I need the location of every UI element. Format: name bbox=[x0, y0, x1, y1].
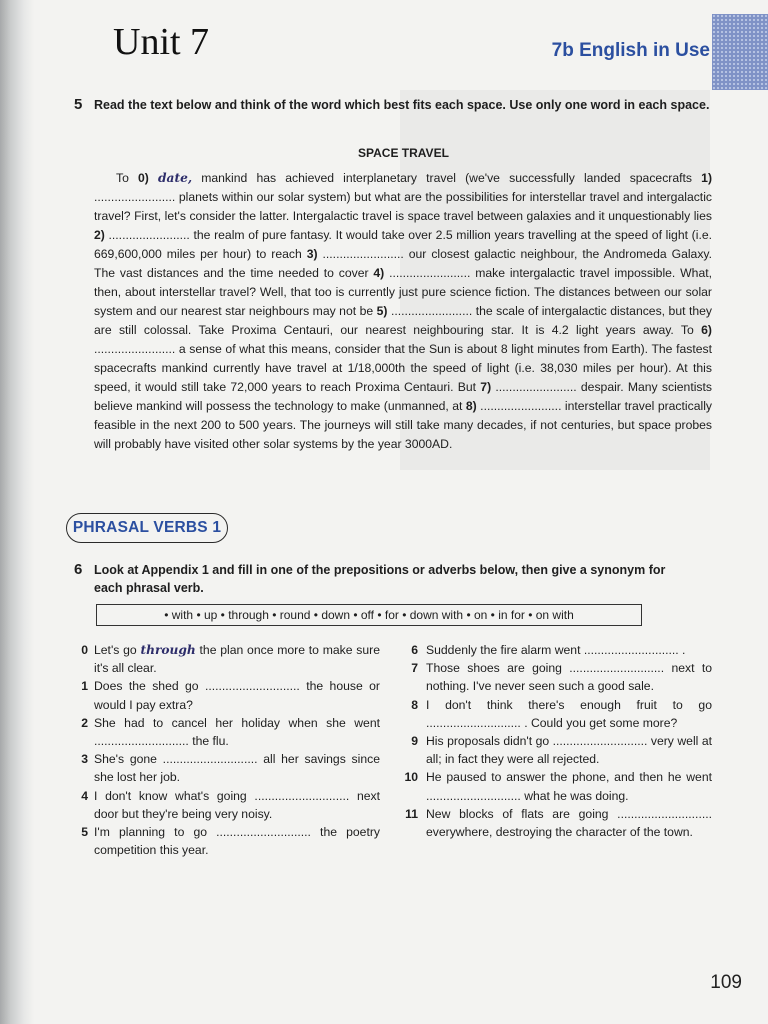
unit-title: Unit 7 bbox=[113, 21, 210, 63]
story-text-segment: ........................ despair. Many scientists believe mankind will possess the technology to make (unmanned, at bbox=[94, 380, 712, 413]
example-answer: date, bbox=[158, 171, 193, 185]
item-text: New blocks of flats are going ............................ everywhere, destroying the character of the town. bbox=[426, 806, 712, 840]
story-text-segment: mankind has achieved interplanetary travel (we've successfully landed spacecrafts bbox=[192, 171, 702, 185]
gap-number: 1) bbox=[701, 171, 713, 185]
gap-number: 5) bbox=[376, 304, 388, 318]
item-text: Suddenly the fire alarm went ............................ . bbox=[426, 643, 686, 657]
item-number: 0 bbox=[81, 643, 88, 657]
list-item bbox=[411, 659, 712, 695]
item-text: Let's go bbox=[94, 643, 141, 657]
exercise-5-instruction: Read the text below and think of the word which best fits each space. Use only one word in each space. bbox=[94, 98, 710, 112]
gap-number: 7) bbox=[480, 380, 492, 394]
story-text-segment: ........................ the realm of pure fantasy. It would take over 2.5 million years travelling at the speed of light (i.e. 669,600,000 miles per hour) to reach bbox=[94, 228, 712, 261]
item-number: 6 bbox=[411, 643, 418, 657]
item-number: 11 bbox=[405, 806, 418, 821]
item-number: 2 bbox=[81, 715, 88, 730]
story-text bbox=[94, 169, 712, 454]
gap-number: 3) bbox=[306, 247, 318, 261]
story-text-segment: To bbox=[116, 171, 139, 185]
list-item bbox=[81, 750, 380, 786]
phrasal-verbs-banner bbox=[66, 513, 228, 543]
story-text-segment: ........................ a sense of what this means, consider that the Sun is about 8 light minutes from Earth). The fastest spacecrafts mankind currently have travel at 1/18,000th the speed of light (i.e. 38,030 miles per hour). At this speed, it would still take 72,000 years to reach Proxima Centauri. But bbox=[94, 342, 712, 394]
item-text: the plan once more to make sure it's all clear. bbox=[94, 643, 380, 676]
item-text: Those shoes are going ............................ next to nothing. I've never seen such a good sale. bbox=[426, 661, 712, 694]
item-text: Does the shed go ............................ the house or would I pay extra? bbox=[94, 679, 380, 712]
list-item bbox=[411, 641, 712, 659]
section-title: 7b English in Use bbox=[551, 40, 710, 61]
item-text: His proposals didn't go ............................ very well at all; in fact they were all rejected. bbox=[426, 734, 712, 767]
exercise-6-instruction: Look at Appendix 1 and fill in one of the prepositions or adverbs below, then give a synonym for each phrasal verb. bbox=[94, 563, 666, 595]
phrasal-verbs-banner-label: PHRASAL VERBS 1 bbox=[72, 519, 222, 536]
item-number: 1 bbox=[81, 679, 88, 694]
item-number: 4 bbox=[81, 788, 88, 803]
corner-tab bbox=[712, 14, 768, 90]
item-number: 5 bbox=[81, 825, 88, 840]
gap-number: 2) bbox=[94, 228, 105, 242]
right-column bbox=[404, 641, 712, 841]
list-item bbox=[81, 714, 380, 750]
story-text-segment: ........................ interstellar travel practically feasible in the next 200 to 500 years. The journeys will still take many decades, if not centuries, but space probes will probably have visited other solar systems by the year 3000AD. bbox=[94, 399, 713, 451]
gap-number: 6) bbox=[701, 323, 712, 337]
exercise-6-number: 6 bbox=[74, 561, 83, 578]
item-text: I don't think there's enough fruit to go ............................ . Could you get some more? bbox=[426, 697, 712, 730]
exercise-5-number: 5 bbox=[74, 96, 83, 113]
item-number: 8 bbox=[411, 697, 418, 712]
story-text-segment: ........................ our closest galactic neighbour, the Andromeda Galaxy. The vast distances and the time needed to cover bbox=[94, 247, 713, 280]
list-item bbox=[81, 677, 380, 713]
list-item bbox=[81, 641, 380, 677]
story-text-segment: ........................ make intergalactic travel impossible. What, then, about interstellar travel? Well, that too is currently just pure science fiction. The distances between our solar system and our nearest star neighbours may not be bbox=[94, 266, 712, 318]
item-text: She's gone ............................ all her savings since she lost her job. bbox=[94, 752, 380, 785]
list-item bbox=[81, 787, 380, 823]
item-number: 10 bbox=[404, 770, 418, 785]
gap-number: 0) bbox=[138, 171, 149, 185]
list-item bbox=[411, 696, 712, 732]
example-answer: through bbox=[140, 643, 196, 657]
story-text-segment: ........................ planets within our solar system) but what are the possibilities for interstellar travel and intergalactic travel? First, let's consider the latter. Intergalactic travel is space travel between galaxies and it unquestionably lies bbox=[94, 190, 712, 223]
item-text: He paused to answer the phone, and then he went ............................ what he was doing. bbox=[426, 770, 712, 803]
story-title: SPACE TRAVEL bbox=[358, 146, 449, 160]
book-spine-shadow bbox=[0, 0, 34, 1024]
left-column bbox=[81, 641, 380, 859]
item-number: 3 bbox=[81, 752, 88, 767]
story-paragraph bbox=[94, 169, 712, 454]
item-text: I don't know what's going ............................ next door but they're being very noisy. bbox=[94, 788, 380, 821]
list-item bbox=[405, 805, 712, 841]
list-item bbox=[81, 823, 380, 859]
list-item bbox=[404, 768, 712, 804]
gap-number: 8) bbox=[465, 399, 477, 413]
item-number: 9 bbox=[411, 734, 418, 749]
gap-number: 4) bbox=[373, 266, 385, 280]
word-box: • with • up • through • round • down • off • for • down with • on • in for • on with bbox=[96, 604, 642, 626]
item-number: 7 bbox=[411, 661, 418, 676]
list-item bbox=[411, 732, 712, 768]
page-number: 109 bbox=[710, 972, 742, 993]
item-text: She had to cancel her holiday when she went ............................ the flu. bbox=[94, 715, 380, 749]
item-text: I'm planning to go ............................ the poetry competition this year. bbox=[94, 825, 380, 858]
story-text-segment: ........................ the scale of intergalactic distances, but they are still colossal. Take Proxima Centauri, our nearest neighbouring star. It is 4.2 light years away. To bbox=[94, 304, 713, 337]
